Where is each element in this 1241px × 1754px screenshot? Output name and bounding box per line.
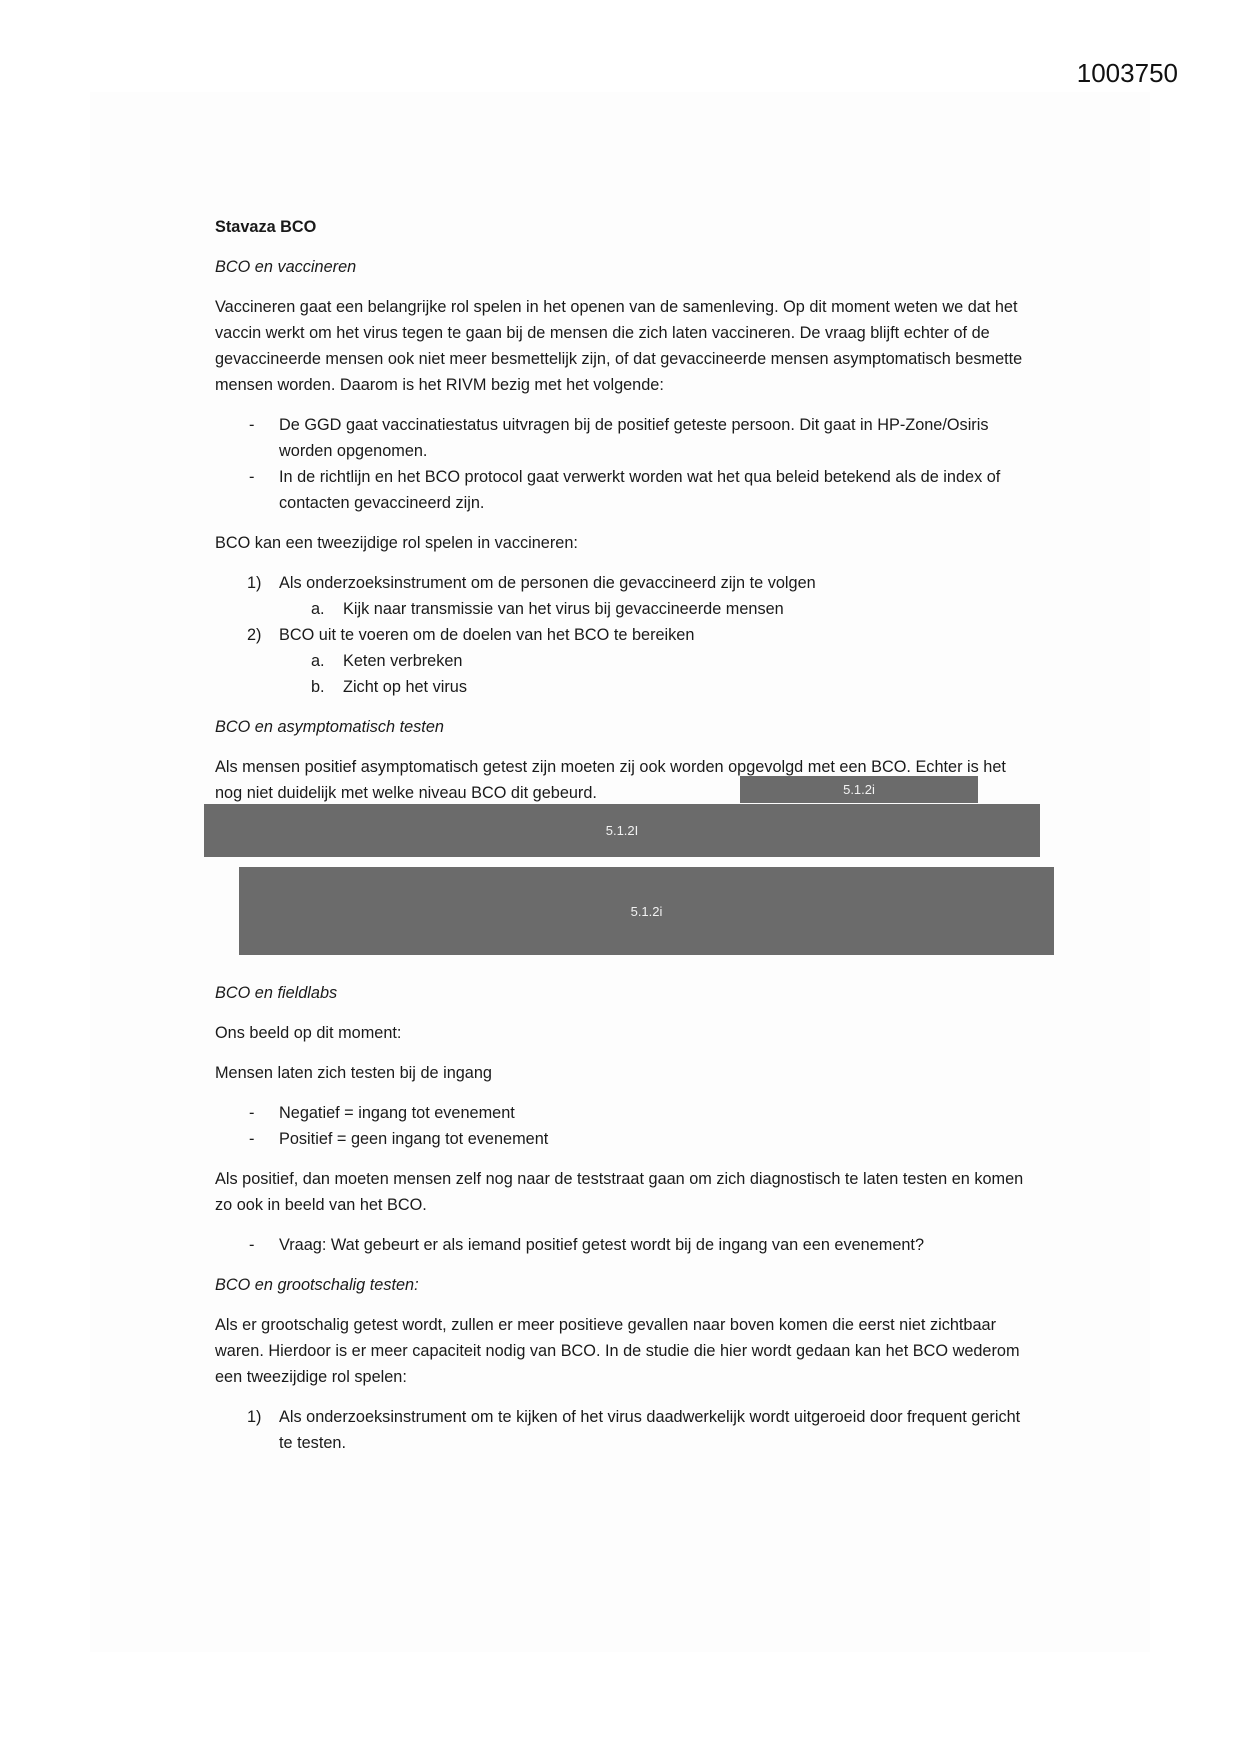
list-marker: a. [311,652,325,670]
paragraph-role-intro: BCO kan een tweezijdige rol spelen in vaccineren: [215,534,578,552]
list-item-text: BCO uit te voeren om de doelen van het BCO te bereiken [279,626,695,644]
list-item: - Vraag: Wat gebeurt er als iemand positief getest wordt bij de ingang van een evenement? [215,1232,1035,1258]
list-item: - De GGD gaat vaccinatiestatus uitvragen bij de positief geteste persoon. Dit gaat in HP-Zone/Osiris worden opgenomen. [215,412,1035,464]
list-item-text: Als onderzoeksinstrument om te kijken of het virus daadwerkelijk wordt uitgeroeid door frequent gericht te testen. [279,1408,1021,1452]
paragraph-asymptomatisch: Als mensen positief asymptomatisch getest zijn moeten zij ook worden opgevolgd met een BCO. Echter is het nog niet duidelijk met welke niveau BCO dit gebeurd. [215,758,1006,802]
list-item-text: Zicht op het virus [343,678,467,696]
list-marker: 1) [247,1408,262,1426]
list-item: - Negatief = ingang tot evenement [215,1100,1035,1126]
paragraph-fieldlabs-2: Mensen laten zich testen bij de ingang [215,1064,492,1082]
list-item: - Positief = geen ingang tot evenement [215,1126,1035,1152]
list-item-text: Keten verbreken [343,652,463,670]
heading-fieldlabs: BCO en fieldlabs [215,984,338,1002]
sub-list-item [279,648,1035,674]
list-marker: a. [311,600,325,618]
document-number: 1003750 [1076,58,1178,88]
redaction-box: 5.1.2i [740,776,978,803]
bullet-list-vaccineren [215,412,1035,516]
heading-grootschalig: BCO en grootschalig testen: [215,1276,419,1294]
heading-asymptomatisch: BCO en asymptomatisch testen [215,718,444,736]
numbered-list-grootschalig [215,1404,1035,1456]
list-item: - In de richtlijn en het BCO protocol gaat verwerkt worden wat het qua beleid betekend als de index of contacten gevaccineerd zijn. [215,464,1035,516]
list-item [215,1404,1035,1456]
numbered-list-vaccineren [215,570,1035,700]
list-item [215,622,1035,700]
heading-vaccineren: BCO en vaccineren [215,258,357,276]
paragraph-fieldlabs-3: Als positief, dan moeten mensen zelf nog naar de teststraat gaan om zich diagnostisch te laten testen en komen zo ook in beeld van het BCO. [215,1170,1024,1214]
sub-list [279,648,1035,700]
list-marker: 2) [247,626,262,644]
list-marker: 1) [247,574,262,592]
sub-list [279,596,1035,622]
paragraph-grootschalig: Als er grootschalig getest wordt, zullen er meer positieve gevallen naar boven komen die eerst niet zichtbaar waren. Hierdoor is er meer capaciteit nodig van BCO. In de studie die hier wordt gedaan kan het BCO wederom een tweezijdige rol spelen: [215,1316,1020,1386]
sub-list-item [279,596,1035,622]
document-title: Stavaza BCO [215,218,317,236]
bullet-list-fieldlabs [215,1100,1035,1152]
list-item [215,570,1035,622]
list-marker: b. [311,678,325,696]
paragraph-fieldlabs-1: Ons beeld op dit moment: [215,1024,402,1042]
list-item-text: Kijk naar transmissie van het virus bij gevaccineerde mensen [343,600,784,618]
redaction-box: 5.1.2I [204,804,1040,857]
sub-list-item [279,674,1035,700]
bullet-list-question [215,1232,1035,1258]
redaction-box: 5.1.2i [239,867,1054,955]
list-item-text: Als onderzoeksinstrument om de personen die gevaccineerd zijn te volgen [279,574,816,592]
paragraph-vaccineren-intro: Vaccineren gaat een belangrijke rol spelen in het openen van de samenleving. Op dit moment weten we dat het vaccin werkt om het virus tegen te gaan bij de mensen die zich laten vaccineren. De vraag blijft echter of de gevaccineerde mensen ook niet meer besmettelijk zijn, of dat gevaccineerde mensen asymptomatisch besmette mensen worden. Daarom is het RIVM bezig met het volgende: [215,298,1023,394]
